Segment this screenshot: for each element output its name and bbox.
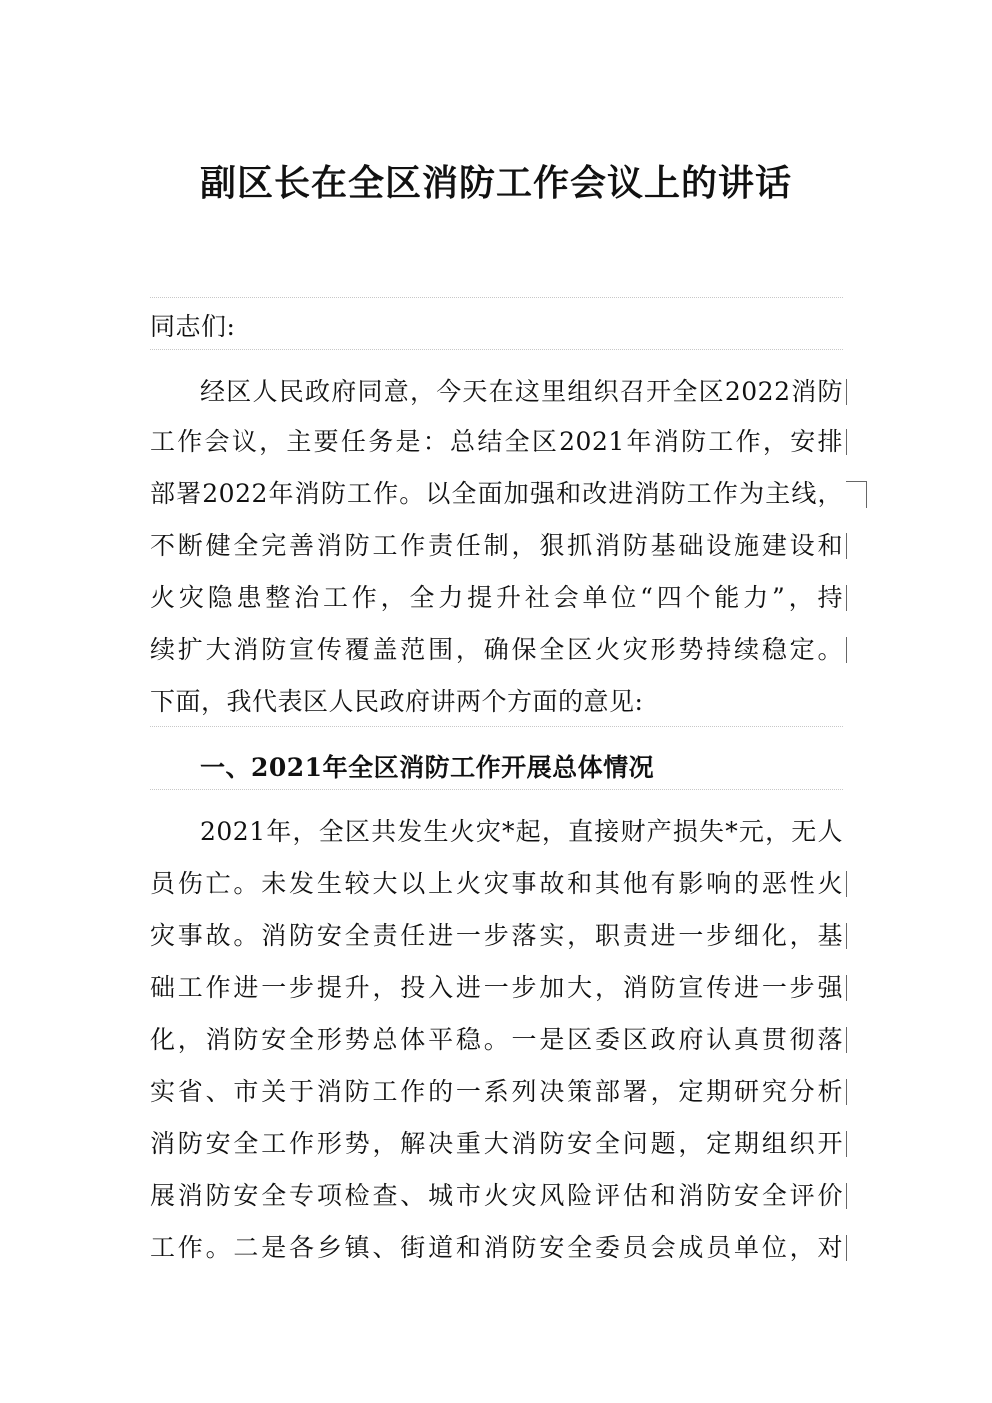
text-frame-rule (150, 297, 843, 298)
text-frame-rule (150, 726, 843, 727)
paragraph-line: 消防安全工作形势，解决重大消防安全问题，定期组织开 (150, 1129, 843, 1158)
paragraph-line: 2021年，全区共发生火灾*起，直接财产损失*元，无人 (200, 817, 843, 846)
paragraph-line: 展消防安全专项检查、城市火灾风险评估和消防安全评价 (150, 1181, 843, 1210)
line-end-marker (846, 1183, 847, 1209)
line-end-marker (846, 975, 847, 1001)
line-end-marker (846, 637, 847, 663)
paragraph-line: 工作会议，主要任务是：总结全区2021年消防工作，安排 (150, 427, 843, 456)
paragraph-line: 火灾隐患整治工作，全力提升社会单位“四个能力”，持 (150, 583, 843, 612)
line-end-marker (846, 585, 847, 611)
line-end-marker (846, 481, 867, 508)
section-heading: 一、2021年全区消防工作开展总体情况 (200, 753, 655, 782)
line-end-marker (846, 379, 847, 405)
line-end-marker (846, 1079, 847, 1105)
paragraph-line: 下面，我代表区人民政府讲两个方面的意见: (150, 687, 644, 716)
paragraph-line: 工作。二是各乡镇、街道和消防安全委员会成员单位，对 (150, 1233, 843, 1262)
line-end-marker (846, 429, 847, 455)
paragraph-line: 经区人民政府同意，今天在这里组织召开全区2022消防 (200, 377, 843, 406)
paragraph-line: 员伤亡。未发生较大以上火灾事故和其他有影响的恶性火 (150, 869, 843, 898)
line-end-marker (846, 871, 847, 897)
paragraph-line: 续扩大消防宣传覆盖范围，确保全区火灾形势持续稳定。 (150, 635, 843, 664)
line-end-marker (846, 923, 847, 949)
line-end-marker (846, 533, 847, 559)
line-end-marker (846, 1131, 847, 1157)
salutation: 同志们: (150, 312, 236, 341)
paragraph-line: 化，消防安全形势总体平稳。一是区委区政府认真贯彻落 (150, 1025, 843, 1054)
paragraph-line: 础工作进一步提升，投入进一步加大，消防宣传进一步强 (150, 973, 843, 1002)
line-end-marker (846, 1235, 847, 1261)
paragraph-line: 实省、市关于消防工作的一系列决策部署，定期研究分析 (150, 1077, 843, 1106)
text-frame-rule (150, 789, 843, 790)
document-title: 副区长在全区消防工作会议上的讲话 (199, 162, 792, 204)
line-end-marker (846, 1027, 847, 1053)
text-frame-rule (150, 349, 843, 350)
paragraph-line: 灾事故。消防安全责任进一步落实，职责进一步细化，基 (150, 921, 843, 950)
paragraph-line: 不断健全完善消防工作责任制，狠抓消防基础设施建设和 (150, 531, 843, 560)
paragraph-line: 部署2022年消防工作。以全面加强和改进消防工作为主线， (150, 479, 843, 508)
